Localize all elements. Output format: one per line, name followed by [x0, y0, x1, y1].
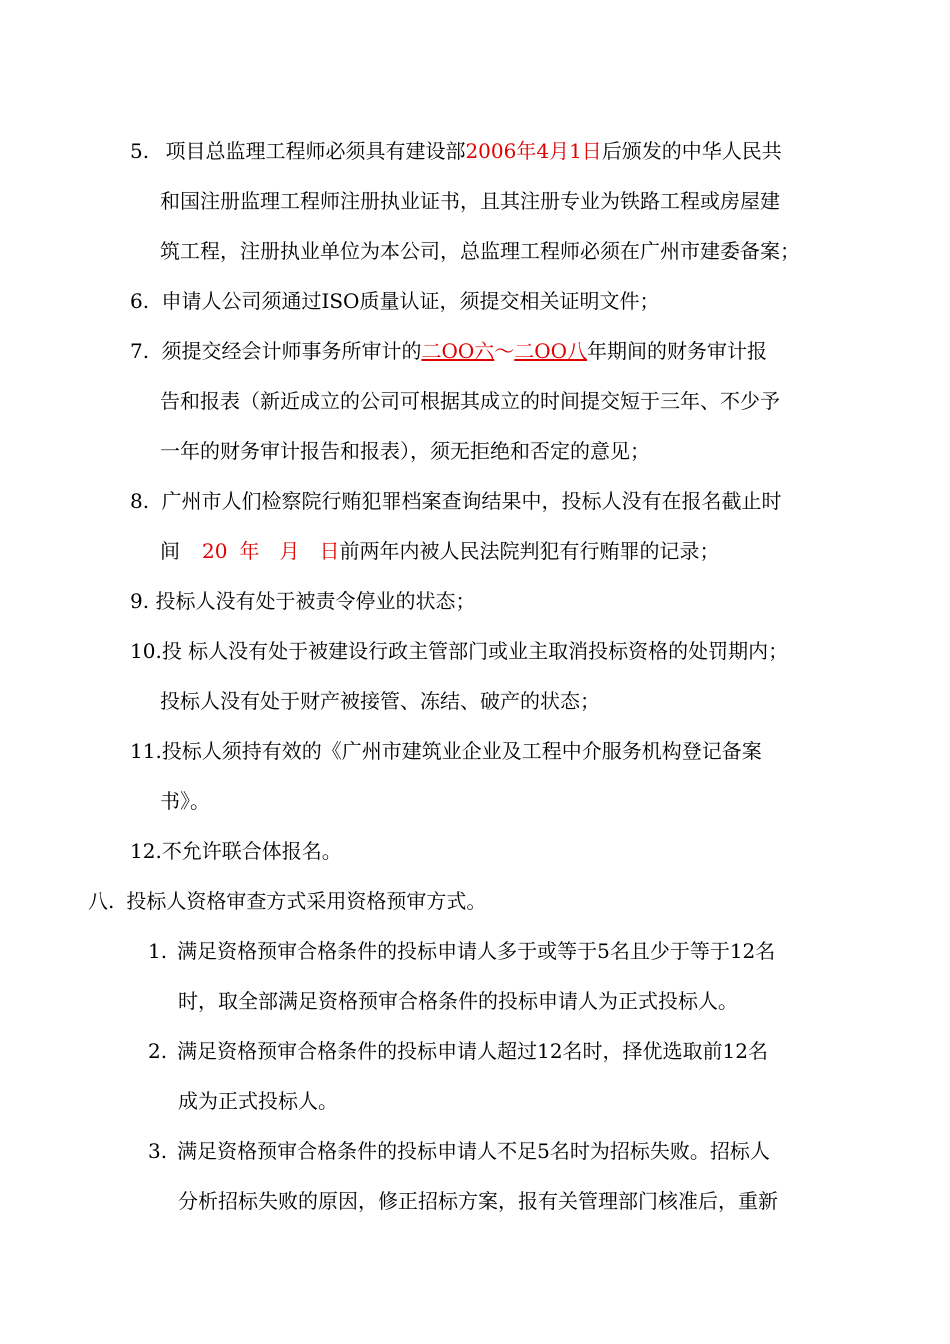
item-text: 满足资格预审合格条件的投标申请人不足5名时为招标失败。招标人 — [177, 1139, 770, 1163]
highlighted-year-end: 二OO八 — [514, 339, 588, 363]
date-month-label: 月 — [279, 539, 300, 563]
item-number: 1. — [148, 939, 168, 963]
item-text: 满足资格预审合格条件的投标申请人超过12名时，择优选取前12名 — [177, 1039, 768, 1063]
range-tilde: ～ — [494, 339, 515, 363]
item-text: 申请人公司须通过ISO质量认证，须提交相关证明文件； — [161, 289, 660, 313]
item-number: 12. — [130, 839, 162, 863]
item-number: 3. — [148, 1139, 168, 1163]
item-number: 5. — [130, 139, 150, 163]
item-12-line-1 — [130, 838, 342, 864]
section-number: 八. — [88, 889, 115, 913]
item-8-line-2 — [160, 538, 719, 564]
sub-item-3-line-1 — [148, 1138, 770, 1164]
date-day-label: 日 — [319, 539, 340, 563]
date-year-label: 年 — [239, 539, 260, 563]
item-9-line-1 — [130, 588, 475, 614]
highlighted-date: 2006年4月1日 — [465, 139, 602, 163]
item-text: 间 — [160, 539, 180, 563]
section-8-heading — [88, 888, 486, 914]
item-7-line-1 — [130, 338, 767, 364]
item-5-line-1 — [130, 138, 782, 164]
date-year-blank: 20 — [202, 539, 228, 563]
item-number: 11. — [130, 739, 162, 763]
item-10-line-1 — [130, 638, 788, 664]
item-number: 2. — [148, 1039, 168, 1063]
item-text: 年期间的财务审计报 — [587, 339, 768, 363]
sub-item-1-line-1 — [148, 938, 775, 964]
sub-item-3-line-2: 分析招标失败的原因，修正招标方案，报有关管理部门核准后，重新 — [178, 1189, 778, 1213]
item-text: 不允许联合体报名。 — [161, 839, 342, 863]
item-text: 满足资格预审合格条件的投标申请人多于或等于5名且少于等于12名 — [177, 939, 776, 963]
highlighted-year-start: 二OO六 — [421, 339, 495, 363]
section-title: 投标人资格审查方式采用资格预审方式。 — [126, 889, 487, 913]
sub-item-2-line-1 — [148, 1038, 768, 1064]
item-text: 投标人须持有效的《广州市建筑业企业及工程中介服务机构登记备案 — [161, 739, 762, 763]
item-5-line-2: 和国注册监理工程师注册执业证书，且其注册专业为铁路工程或房屋建 — [160, 189, 780, 213]
item-5-line-3: 筑工程，注册执业单位为本公司，总监理工程师必须在广州市建委备案； — [160, 239, 800, 263]
item-text: 后颁发的中华人民共 — [601, 139, 782, 163]
sub-item-1-line-2: 时，取全部满足资格预审合格条件的投标申请人为正式投标人。 — [178, 989, 738, 1013]
item-10-line-2: 投标人没有处于财产被接管、冻结、破产的状态； — [160, 689, 600, 713]
item-number: 10. — [130, 639, 162, 663]
item-number: 9. — [130, 589, 150, 613]
item-7-line-3: 一年的财务审计报告和报表），须无拒绝和否定的意见； — [160, 439, 650, 463]
item-6-line-1 — [130, 288, 659, 314]
item-8-line-1 — [130, 488, 781, 514]
item-text: 项目总监理工程师必须具有建设部 — [165, 139, 466, 163]
item-7-line-2: 告和报表（新近成立的公司可根据其成立的时间提交短于三年、不少予 — [160, 389, 780, 413]
item-number: 7. — [130, 339, 150, 363]
item-11-line-1 — [130, 738, 762, 764]
item-number: 6. — [130, 289, 150, 313]
item-text: 广州市人们检察院行贿犯罪档案查询结果中，投标人没有在报名截止时 — [161, 489, 782, 513]
item-text: 投标人没有处于被责令停业的状态； — [155, 589, 476, 613]
sub-item-2-line-2: 成为正式投标人。 — [178, 1089, 338, 1113]
item-number: 8. — [130, 489, 150, 513]
item-text: 前两年内被人民法院判犯有行贿罪的记录； — [339, 539, 720, 563]
item-11-line-2: 书》。 — [160, 789, 210, 813]
item-text: 投 标人没有处于被建设行政主管部门或业主取消投标资格的处罚期内； — [161, 639, 789, 663]
item-text: 须提交经会计师事务所审计的 — [161, 339, 422, 363]
